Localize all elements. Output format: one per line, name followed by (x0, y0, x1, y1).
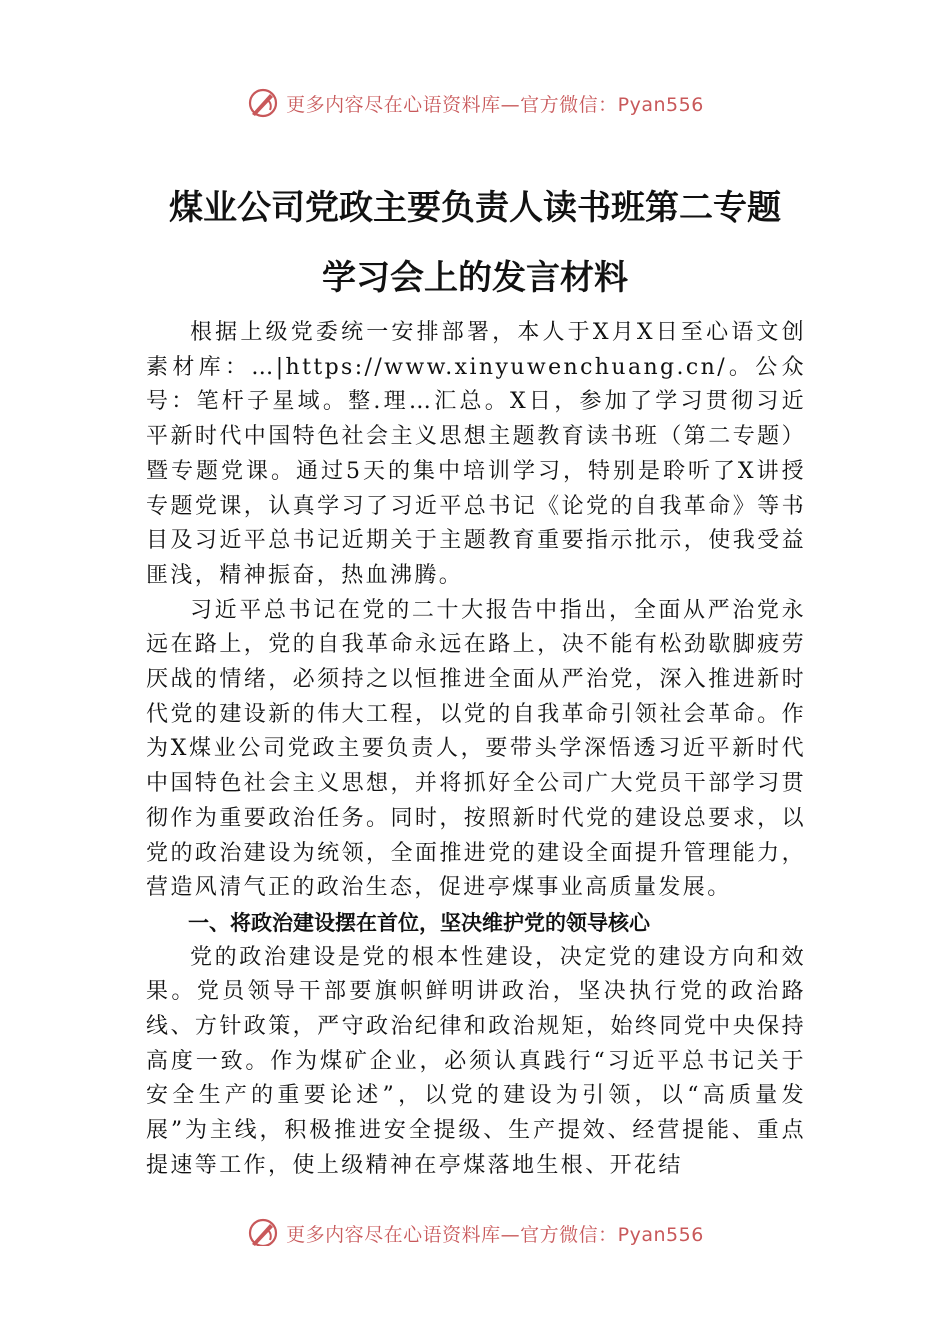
watermark-footer (0, 1206, 950, 1246)
document-body (146, 316, 806, 1216)
section-paragraph: 党的政治建设是党的根本性建设，决定党的建设方向和效果。党员领导干部要旗帜鲜明讲政治，坚决执行党的政治路线、方针政策，严守政治纪律和政治规矩，始终同党中央保持高度一致。作为煤矿企业，必须认真践行“习近平总书记关于安全生产的重要论述”，以党的建设为引领，以“高质量发展”为主线，积极推进安全提级、生产提效、经营提能、重点提速等工作，使上级精神在亭煤落地生根、开花结 (146, 944, 806, 1178)
pen-logo-icon (246, 1216, 280, 1246)
pen-logo-icon (246, 86, 280, 120)
watermark-header (0, 83, 950, 123)
document-title-line1: 煤业公司党政主要负责人读书班第二专题 (169, 188, 781, 228)
intro-paragraph: 根据上级党委统一安排部署，本人于X月X日至心语文创素材库：…|https://www.xinyuwenchuang.cn/。公众号：笔杆子星域。整.理…汇总。X日，参加了学习贯彻习近平新时代中国特色社会主义思想主题教育读书班（第二专题）暨专题党课。通过5天的集中培训学习，特别是聆听了X讲授专题党课，认真学习了习近平总书记《论党的自我革命》等书目及习近平总书记近期关于主题教育重要指示批示，使我受益匪浅，精神振奋，热血沸腾。 (146, 320, 806, 588)
body-paragraph: 习近平总书记在党的二十大报告中指出，全面从严治党永远在路上，党的自我革命永远在路上，决不能有松劲歇脚疲劳厌战的情绪，必须持之以恒推进全面从严治党，深入推进新时代党的建设新的伟大工程，以党的自我革命引领社会革命。作为X煤业公司党政主要负责人，要带头学深悟透习近平新时代中国特色社会主义思想，并将抓好全公司广大党员干部学习贯彻作为重要政治任务。同时，按照新时代党的建设总要求，以党的政治建设为统领，全面推进党的建设全面提升管理能力，营造风清气正的政治生态，促进亭煤事业高质量发展。 (146, 597, 806, 901)
watermark-text: 更多内容尽在心语资料库—官方微信：Pyan556 (286, 1223, 704, 1246)
watermark-text: 更多内容尽在心语资料库—官方微信：Pyan556 (286, 93, 704, 116)
section-heading: 一、将政治建设摆在首位，坚决维护党的领导核心 (188, 910, 650, 935)
document-title-line2: 学习会上的发言材料 (322, 258, 628, 298)
